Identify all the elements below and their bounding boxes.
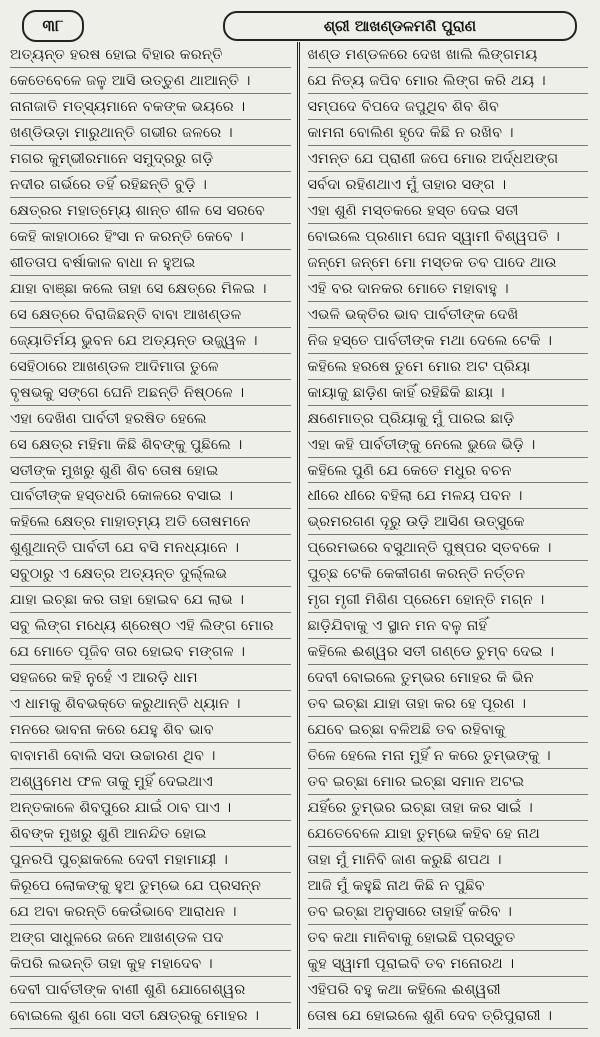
verse-line: ଏଭଳି ଭକ୍ତିର ଭାବ ପାର୍ବତୀଙ୍କ ଦେଖି: [308, 302, 589, 328]
verse-line: ଖଣ୍ଡିଉଡ଼ା ମାରୁଥାନ୍ତି ଗଭୀର ଜଳରେ ।: [10, 120, 291, 146]
verse-line: ସତୀଙ୍କ ମୁଖରୁ ଶୁଣି ଶିବ ତୋଷ ହୋଇ: [10, 458, 291, 484]
verse-line: ଧୀରେ ଧୀରେ ବହିଲା ଯେ ମଳୟ ପବନ ।: [308, 483, 589, 509]
verse-line: ଦେବୀ ବୋଇଲେ ତୁମ୍ଭର ମୋହର କି ଭିନ: [308, 665, 589, 691]
verse-line: ତବ କଥା ମାନିବାକୁ ହୋଇଛି ପ୍ରସ୍ତୁତ: [308, 925, 589, 951]
verse-line: ନଦୀର ଗର୍ଭରେ ତହିଁ ରହିଛନ୍ତି ବୁଡ଼ି ।: [10, 172, 291, 198]
verse-line: ଏହିପରି ବହୁ କଥା କହିଲେ ଈଶ୍ୱରୀ: [308, 977, 589, 1003]
verse-line: ପୁନରପି ପୁଚ୍ଛାକଲେ ଦେବୀ ମହାମାୟୀ ।: [10, 847, 291, 873]
verse-line: କହିଲେ ହରଷେ ତୁମେ ମୋର ଅଟ ପ୍ରିୟା: [308, 354, 589, 380]
verse-line: ନାନାଜାତି ମତ୍ସ୍ୟମାନେ ବକଙ୍କ ଭୟରେ ।: [10, 94, 291, 120]
verse-line: ନିଜ ହସ୍ତେ ପାର୍ବତୀଙ୍କ ମଥା ଦେଲେ ଟେକି ।: [308, 328, 589, 354]
verse-line: ଅତ୍ୟନ୍ତ ହରଷ ହୋଇ ବିହାର କରନ୍ତି: [10, 42, 291, 68]
verse-line: ଏହି ବର ଦାନକର ମୋତେ ମହାବାହୁ ।: [308, 276, 589, 302]
verse-line: କିପରି ଲଭନ୍ତି ତାହା କୁହ ମହାଦେବ ।: [10, 951, 291, 977]
verse-line: ଅଙ୍ଗ ସାଧୁଳରେ ଜନେ ଆଖଣ୍ଡଳ ପଦ: [10, 925, 291, 951]
verse-line: ଆଜି ମୁଁ କହୁଛି ନାଥ କିଛି ନ ପୁଛିବ: [308, 873, 589, 899]
verse-line: ଖଣ୍ଡ ମଣ୍ଡଳରେ ଦେଖ ଖାଲି ଲିଙ୍ଗମୟ: [308, 42, 589, 68]
verse-line: ଯାହା ବାଞ୍ଛା କଲେ ତାହା ସେ କ୍ଷେତ୍ରେ ମିଳଇ ।: [10, 276, 291, 302]
verse-line: ସବୁ ଲିଙ୍ଗ ମଧ୍ୟେ ଶ୍ରେଷ୍ଠ ଏହି ଲିଙ୍ଗ ମୋର: [10, 613, 291, 639]
verse-line: ସବୁଠାରୁ ଏ କ୍ଷେତ୍ର ଅତ୍ୟନ୍ତ ଦୁର୍ଲ୍ଲଭ: [10, 561, 291, 587]
right-column: [300, 42, 589, 1029]
verse-line: ସେ କ୍ଷେତ୍ରେ ବିରାଜିଛନ୍ତି ବାବା ଆଖଣ୍ଡଳ: [10, 302, 291, 328]
verse-line: ଏମନ୍ତ ଯେ ପ୍ରାଣୀ ଜପେ ମୋର ଅର୍ଦ୍ଧଅଙ୍ଗ: [308, 146, 589, 172]
verse-line: କ୍ଷଣେମାତ୍ର ପ୍ରିୟାକୁ ମୁଁ ପାରଇ ଛାଡ଼ି: [308, 406, 589, 432]
verse-line: ସେ କ୍ଷେତ୍ର ମହିମା କିଛି ଶିବଙ୍କୁ ପୁଛିଲେ ।: [10, 432, 291, 458]
verse-line: ଛାଡ଼ିଯିବାକୁ ଏ ସ୍ଥାନ ମନ ବଳୁ ନାହିଁ: [308, 613, 589, 639]
verse-line: କୁହ ସ୍ୱାମୀ ପୂରାଇବି ତବ ମନୋରଥ ।: [308, 951, 589, 977]
verse-line: ତିଳେ ହେଲେ ମନା ମୁହିଁ ନ କରେ ତୁମ୍ଭଙ୍କୁ ।: [308, 743, 589, 769]
verse-line: କାମନା ବୋଲିଣ ହୃଦେ କିଛି ନ ରଖିବ ।: [308, 120, 589, 146]
verse-line: ଏହା କହି ପାର୍ବତୀଙ୍କୁ ନେଲେ ଭୁଜେ ଭିଡ଼ି ।: [308, 432, 589, 458]
verse-line: ଦେବୀ ପାର୍ବତୀଙ୍କ ବାଣୀ ଶୁଣି ଯୋଗେଶ୍ୱର: [10, 977, 291, 1003]
verse-line: ଏ ଧାମକୁ ଶିବଭକ୍ତେ କରୁଥାନ୍ତି ଧ୍ୟାନ ।: [10, 691, 291, 717]
verse-line: ବୃଷଭକୁ ସଙ୍ଗେ ଘେନି ଅଛନ୍ତି ନିଷ୍ଠଳେ ।: [10, 380, 291, 406]
verse-line: ତାହା ମୁଁ ମାନିବି ଜାଣ କରୁଛି ଶପଥ ।: [308, 847, 589, 873]
verse-line: ସମ୍ପଦେ ବିପଦେ ଜପୁଥିବ ଶିବ ଶିବ: [308, 94, 589, 120]
verse-line: କହିଲେ କ୍ଷେତ୍ର ମାହାତ୍ମ୍ୟ ଅତି ତୋଷମନେ: [10, 509, 291, 535]
verse-line: ଭ୍ରମରଗଣ ଦୂରୁ ଉଡ଼ି ଆସିଣ ଉତ୍ସୁକେ: [308, 509, 589, 535]
verse-line: ପୁଚ୍ଛ ଟେକି କେକୀଗଣ କରନ୍ତି ନର୍ତ୍ତନ: [308, 561, 589, 587]
verse-line: ଏହା ଦେଖିଣ ପାର୍ବତୀ ହରଷିତ ହେଲେ: [10, 406, 291, 432]
verse-line: ପାର୍ବତୀଙ୍କ ହସ୍ତଧରି କୋଳରେ ବସାଇ ।: [10, 483, 291, 509]
verse-line: ଯେ ନିତ୍ୟ ଜପିବ ମୋର ଲିଙ୍ଗ କରି ଥୟ ।: [308, 68, 589, 94]
text-columns: [10, 42, 588, 1029]
verse-line: ମଗର କୁମ୍ଭୀରମାନେ ସମୁଦ୍ରରୁ ଗଡ଼ି: [10, 146, 291, 172]
verse-line: ଯାହା ଇଚ୍ଛା କର ତାହା ହୋଇବ ଯେ ଲାଭ ।: [10, 587, 291, 613]
verse-line: ବାବାମଣି ବୋଲି ସଦା ଉଚ୍ଚାରଣ ଥିବ ।: [10, 743, 291, 769]
verse-line: ବୋଇଲେ ପ୍ରଣାମ ଘେନ ସ୍ୱାମୀ ବିଶ୍ୱପତି ।: [308, 224, 589, 250]
verse-line: କହିଲେ ଈଶ୍ୱର ସତୀ ଗଣ୍ଡେ ଚୁମ୍ବ ଦେଇ ।: [308, 639, 589, 665]
running-title: ଶ୍ରୀ ଆଖଣ୍ଡଳମଣି ପୁରାଣ: [223, 11, 577, 41]
verse-line: କିରୂପେ ଲୋକଙ୍କୁ ହୁଅ ତୁମ୍ଭେ ଯେ ପ୍ରସନ୍ନ: [10, 873, 291, 899]
verse-line: ଅଶ୍ୱମେଧ ଫଳ ତାକୁ ମୁହିଁ ଦେଇଥାଏ: [10, 769, 291, 795]
verse-line: କହିଲେ ପୁଣି ଯେ କେତେ ମଧୁର ବଚନ: [308, 458, 589, 484]
verse-line: ସେହିଠାରେ ଆଖଣ୍ଡଳ ଆଦିମାତା ତୁଳେ: [10, 354, 291, 380]
verse-line: ମନରେ ଭାବନା କରେ ଯେହୁ ଶିବ ଭାବ: [10, 717, 291, 743]
verse-line: ସର୍ବଦା ରହିଣଥାଏ ମୁଁ ତାହାର ସଙ୍ଗ ।: [308, 172, 589, 198]
verse-line: ଶିବଙ୍କ ମୁଖରୁ ଶୁଣି ଆନନ୍ଦିତ ହୋଇ: [10, 821, 291, 847]
verse-line: ସହଜରେ କହି ନୁହେଁ ଏ ଆରଡ଼ି ଧାମ: [10, 665, 291, 691]
verse-line: ଶୀତତାପ ବର୍ଷାକାଳ ବାଧା ନ ହୁଅଇ: [10, 250, 291, 276]
page-number: ୩୮: [22, 10, 84, 42]
verse-line: ଯେବେ ଇଚ୍ଛା ବଳିଅଛି ତବ ରହିବାକୁ: [308, 717, 589, 743]
verse-line: କେହି କାହାଠାରେ ହିଂସା ନ କରନ୍ତି କେବେ ।: [10, 224, 291, 250]
verse-line: କେତେବେଳେ ଜଳୁ ଆସି ଉତ୍ତୁଣ ଥାଆନ୍ତି ।: [10, 68, 291, 94]
verse-line: ଯହିଁରେ ତୁମ୍ଭର ଇଚ୍ଛା ତାହା କର ସାଇଁ ।: [308, 795, 589, 821]
page-header: [8, 4, 592, 36]
verse-line: ତବ ଇଚ୍ଛା ଯାହା ତାହା କର ହେ ପୂରଣ ।: [308, 691, 589, 717]
verse-line: ଅନ୍ତକାଳେ ଶିବପୁରେ ଯାଇଁ ଠାବ ପାଏ ।: [10, 795, 291, 821]
verse-line: ବୋଇଲେ ଶୁଣ ଗୋ ସତୀ କ୍ଷେତ୍ରକୁ ମୋହର ।: [10, 1003, 291, 1029]
verse-line: ଜନ୍ମେ ଜନ୍ମେ ମୋ ମସ୍ତକ ତବ ପାଦେ ଥାଉ: [308, 250, 589, 276]
verse-line: ପ୍ରେମଭରେ ବସୁଥାନ୍ତି ପୁଷ୍ପର ସ୍ତବକେ ।: [308, 535, 589, 561]
verse-line: ଯେତେବେଳେ ଯାହା ତୁମ୍ଭେ କହିବ ହେ ନାଥ: [308, 821, 589, 847]
verse-line: ଶୁଣୁଥାନ୍ତି ପାର୍ବତୀ ଯେ ବସି ମନଧ୍ୟାନେ ।: [10, 535, 291, 561]
verse-line: ଯେ ଅବା କରନ୍ତି କେଉଁଭାବେ ଆରାଧନ ।: [10, 899, 291, 925]
verse-line: ତୋଷ ଯେ ହୋଇଲେ ଶୁଣି ଦେବ ତ୍ରିପୁରାରୀ ।: [308, 1003, 589, 1029]
verse-line: କ୍ଷେତ୍ରର ମହାତ୍ମ୍ୟେ ଶାନ୍ତ ଶୀଳ ସେ ସରବେ: [10, 198, 291, 224]
verse-line: କାୟାକୁ ଛାଡ଼ିଣ କାହିଁ ରହିଛିକି ଛାୟା ।: [308, 380, 589, 406]
left-column: [10, 42, 297, 1029]
verse-line: ତବ ଇଚ୍ଛା ମୋର ଇଚ୍ଛା ସମାନ ଅଟଇ: [308, 769, 589, 795]
verse-line: ମୃଗ ମୃଗୀ ମିଶିଣ ପ୍ରେମେ ହୋନ୍ତି ମଗ୍ନ ।: [308, 587, 589, 613]
verse-line: ଏହା ଶୁଣି ମସ୍ତକରେ ହସ୍ତ ଦେଇ ସତୀ: [308, 198, 589, 224]
verse-line: ଜ୍ୟୋତିର୍ମୟ ଭୁବନ ଯେ ଅତ୍ୟନ୍ତ ଉଜ୍ଜ୍ୱଳ ।: [10, 328, 291, 354]
verse-line: ତବ ଇଚ୍ଛା ଅନୁସାରେ ତାହାହିଁ କରିବ ।: [308, 899, 589, 925]
verse-line: ଯେ ମୋତେ ପୂଜିବ ତାର ହୋଇବ ମଙ୍ଗଳ ।: [10, 639, 291, 665]
